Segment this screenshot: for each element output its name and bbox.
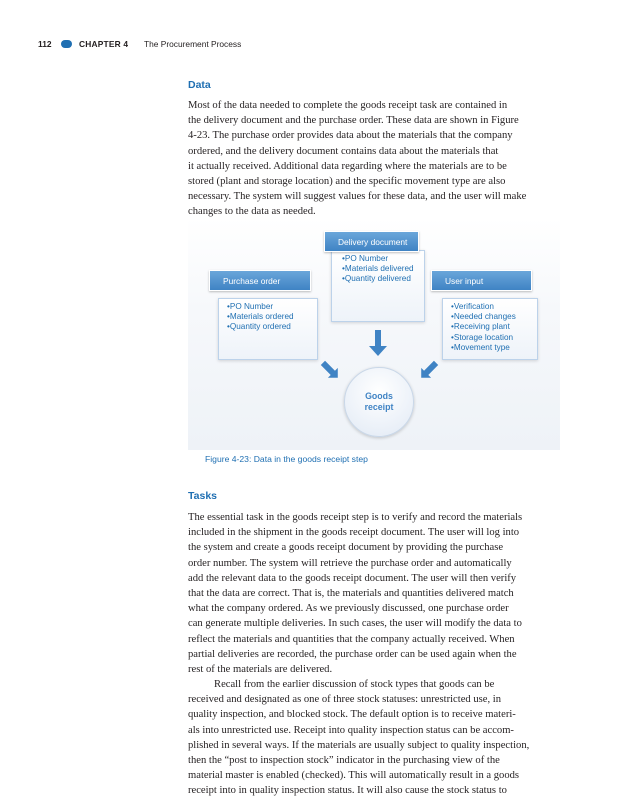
text-line: order number. The system will retrieve the purchase order and automatically [188,557,512,569]
text-line: received and designated as one of three stock statuses: unrestricted use, in [188,694,501,706]
circle-label-line1: Goods [365,391,393,401]
text-line: quality inspection, and blocked stock. The default option is to receive materi- [188,709,516,721]
text-line: stored (plant and storage location) and the specific movement type are also [188,176,506,188]
text-line: changes to the data as needed. [188,206,316,218]
text-line: plished in several ways. If the materials are usually subject to quality inspection, [188,739,530,751]
user-input-item: • Storage location [451,333,537,343]
chapter-title: The Procurement Process [144,39,242,49]
text-line: reflect the materials and quantities that the company actually received. When [188,633,515,645]
chapter-marker-icon [61,40,72,48]
user-input-item: • Receiving plant [451,322,537,332]
tasks-paragraph-2 [188,677,562,799]
user-input-item: • Movement type [451,343,537,353]
text-line: can generate multiple deliveries. In such cases, the user will modify the data to [188,618,522,630]
goods-receipt-data-figure [188,218,560,450]
text-line: necessary. The system will suggest values for these data, and the user will make [188,191,527,203]
text-line: rest of the materials are delivered. [188,664,333,676]
chapter-label: CHAPTER 4 [79,39,129,49]
purchase-order-item: • PO Number [227,302,317,312]
delivery-item: • PO Number [342,254,424,264]
purchase-order-item: • Quantity ordered [227,322,317,332]
figure-caption: Figure 4-23: Data in the goods receipt step [205,454,368,464]
text-line: add the relevant data to the goods receipt document. The user will then verify [188,572,517,584]
text-line: The essential task in the goods receipt step is to verify and record the materials [188,512,523,523]
user-input-item: • Needed changes [451,312,537,322]
delivery-item: • Materials delivered [342,264,424,274]
tasks-heading: Tasks [188,490,217,502]
goods-receipt-circle [344,367,414,437]
text-line: ordered, and the delivery document contains data about the materials that [188,145,499,157]
text-line: Recall from the earlier discussion of stock types that goods can be [214,679,495,690]
data-paragraph [188,98,562,220]
text-line: 4-23. The purchase order provides data about the materials that the company [188,130,513,142]
delivery-item: • Quantity delivered [342,274,424,284]
diagonal-arrow-left-icon [416,358,441,383]
text-line: receipt into in quality inspection status. It will also cause the stock status to [188,785,507,797]
text-line: it actually received. Additional data regarding where the materials are to be [188,160,507,172]
circle-label-line2: receipt [364,402,394,412]
tasks-paragraph-1 [188,510,562,677]
user-input-header: User input [431,270,532,291]
data-heading: Data [188,79,211,91]
purchase-order-item: • Materials ordered [227,312,317,322]
delivery-document-header: Delivery document [324,231,419,252]
text-line: partial deliveries are recorded, the purchase order can be used again when the [188,648,517,660]
diagonal-arrow-right-icon [318,358,343,383]
down-arrow-icon [369,330,387,356]
text-line: als into unrestricted use. Receipt into quality inspection status can be accom- [188,724,514,736]
user-input-item: • Verification [451,302,537,312]
text-line: material master is enabled (checked). This will automatically result in a goods [188,770,520,782]
page-number: 112 [38,39,52,49]
text-line: Most of the data needed to complete the goods receipt task are contained in [188,100,508,111]
text-line: then the “post to inspection stock” indicator in the purchasing view of the [188,755,500,767]
text-line: the system and create a goods receipt document by providing the purchase [188,542,504,554]
text-line: what the company ordered. As we previously discussed, one purchase order [188,603,509,615]
text-line: the delivery document and the purchase order. These data are shown in Figure [188,115,519,127]
running-header [0,38,639,52]
text-line: included in the shipment in the goods receipt document. The user will log into [188,527,520,539]
purchase-order-header: Purchase order [209,270,311,291]
text-line: that the data are correct. That is, the materials and quantities delivered match [188,588,514,600]
